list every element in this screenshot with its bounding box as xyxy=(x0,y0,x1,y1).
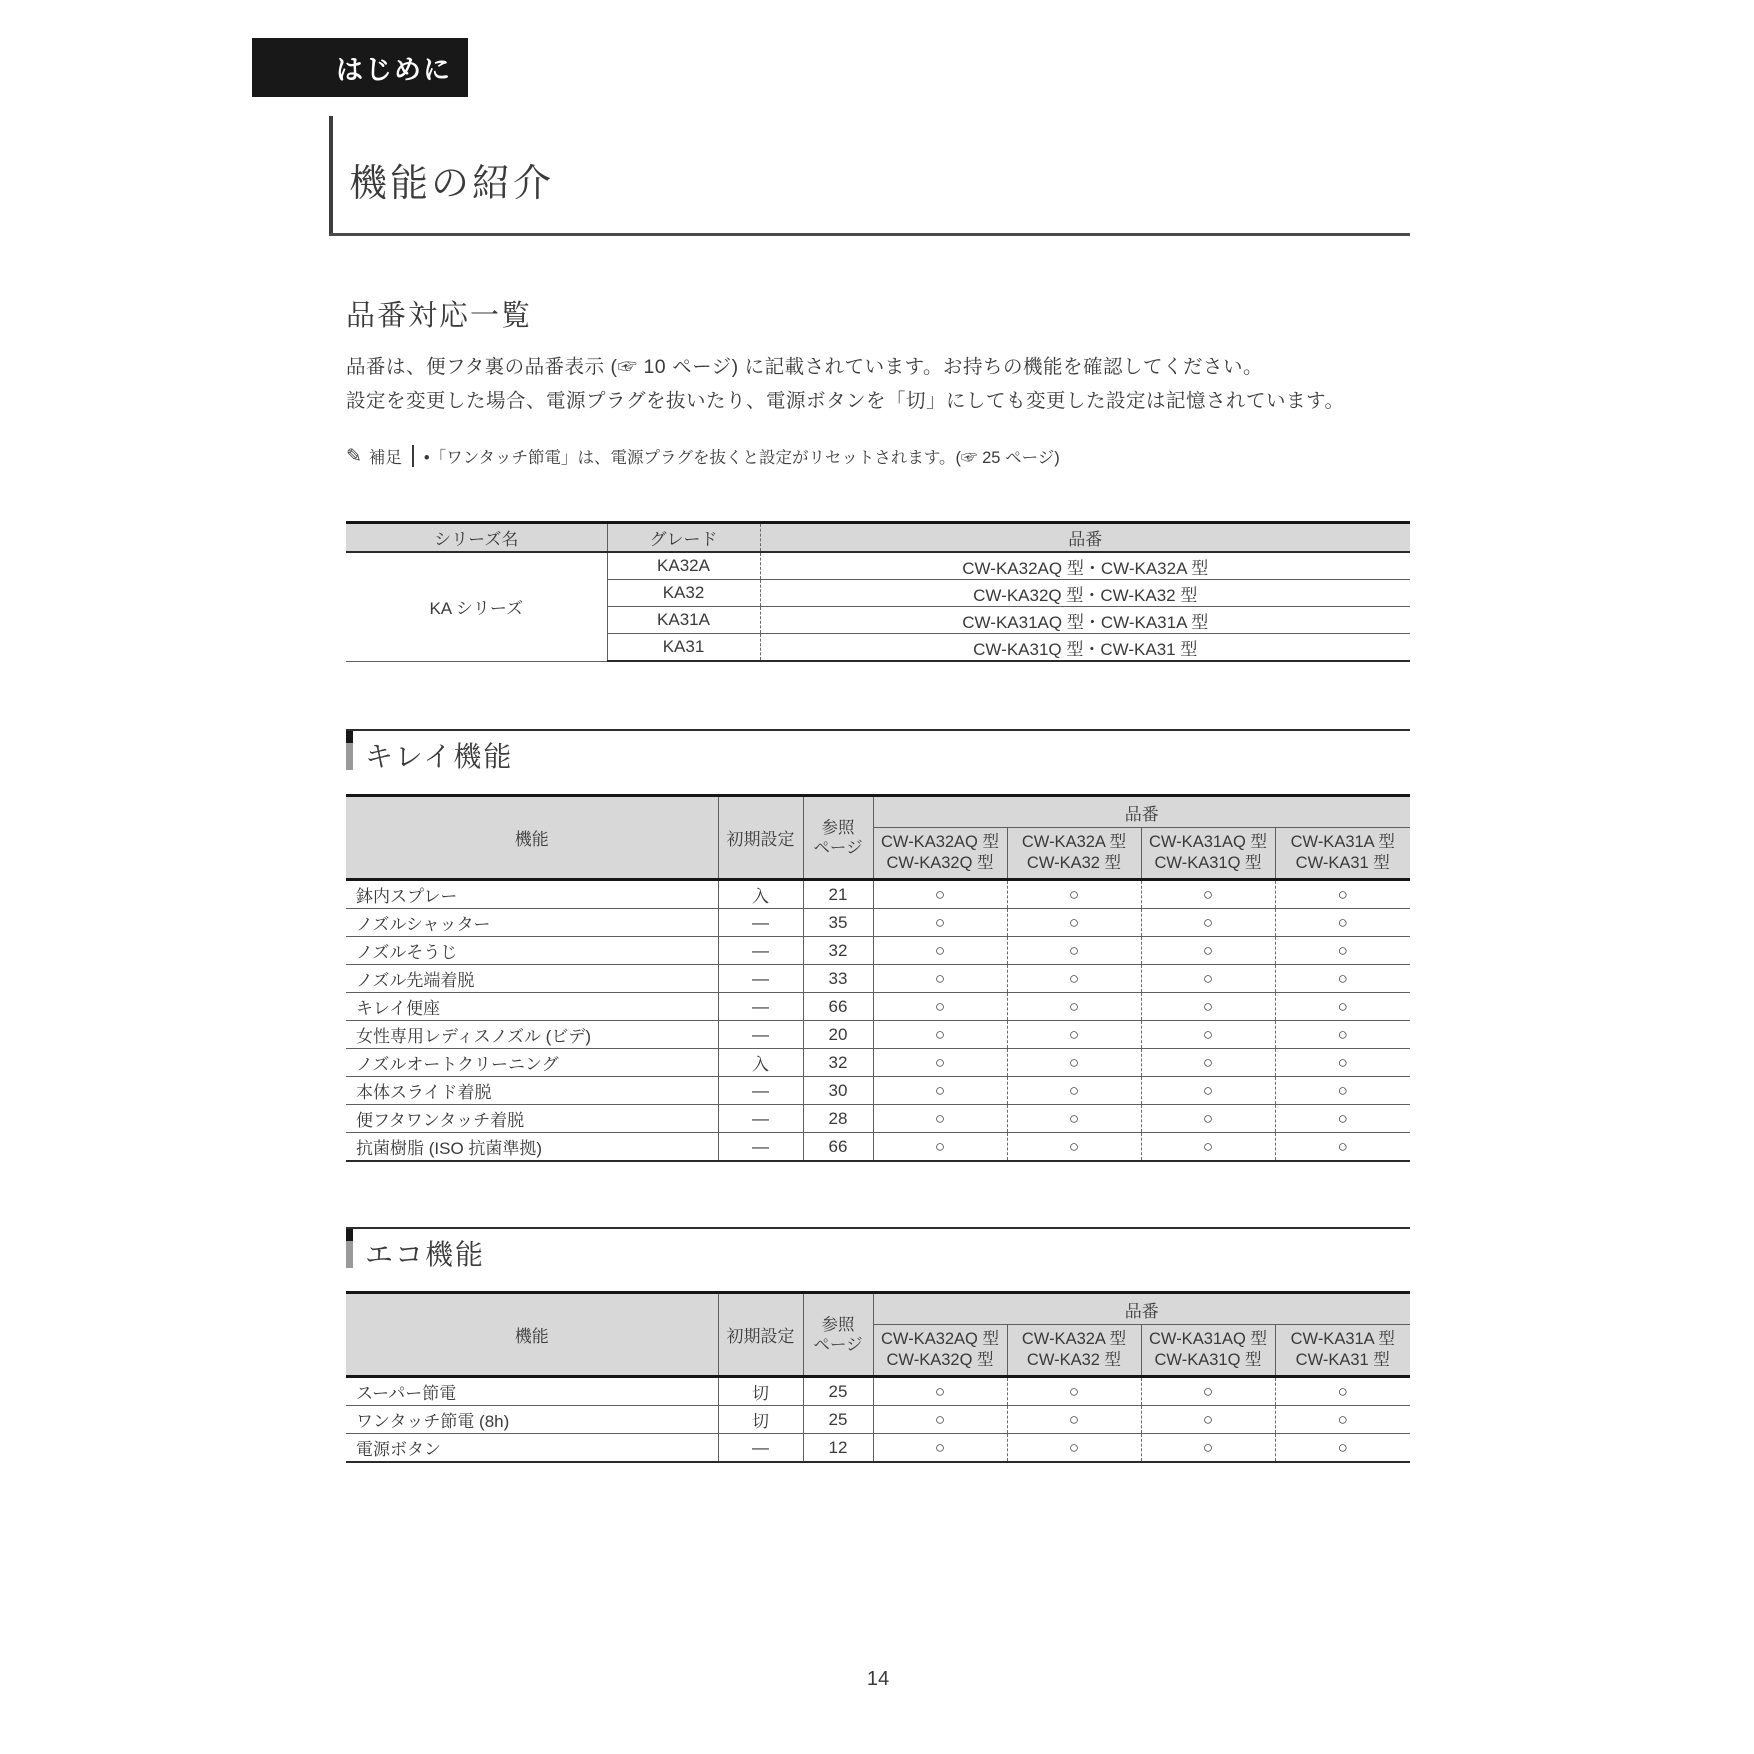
section-eco-heading-block xyxy=(346,1227,1410,1273)
function-cell: キレイ便座 xyxy=(346,993,718,1021)
column-header-model-1: CW-KA32AQ 型 CW-KA32Q 型 xyxy=(873,1325,1007,1377)
table-row xyxy=(346,937,1410,965)
page-cell: 30 xyxy=(803,1077,873,1105)
function-cell: 抗菌樹脂 (ISO 抗菌準拠) xyxy=(346,1133,718,1162)
support-mark: ○ xyxy=(1141,1077,1275,1105)
section-corner-mark xyxy=(346,1229,353,1241)
section-kirei-heading-block xyxy=(346,729,1410,775)
column-header-series: シリーズ名 xyxy=(346,523,607,553)
grade-cell: KA31A xyxy=(607,607,760,634)
grade-cell: KA32A xyxy=(607,552,760,580)
function-cell: ノズルオートクリーニング xyxy=(346,1049,718,1077)
support-mark: ○ xyxy=(873,1049,1007,1077)
table-row xyxy=(346,1105,1410,1133)
default-cell: ― xyxy=(718,1105,803,1133)
support-mark: ○ xyxy=(1007,1105,1141,1133)
supplement-note-label: 補足 xyxy=(368,449,402,467)
function-cell: ワンタッチ節電 (8h) xyxy=(346,1406,718,1434)
models-cell: CW-KA32Q 型・CW-KA32 型 xyxy=(760,580,1410,607)
support-mark: ○ xyxy=(1141,1406,1275,1434)
support-mark: ○ xyxy=(1141,965,1275,993)
default-cell: ― xyxy=(718,993,803,1021)
support-mark: ○ xyxy=(1141,1133,1275,1162)
column-header-model-2: CW-KA32A 型 CW-KA32 型 xyxy=(1007,1325,1141,1377)
support-mark: ○ xyxy=(1007,1077,1141,1105)
page-cell: 32 xyxy=(803,1049,873,1077)
default-cell: ― xyxy=(718,1021,803,1049)
section-corner-mark xyxy=(346,731,353,743)
note-divider xyxy=(412,445,414,467)
support-mark: ○ xyxy=(873,1133,1007,1162)
page-number: 14 xyxy=(866,1668,890,1690)
support-mark: ○ xyxy=(1007,993,1141,1021)
table-row xyxy=(346,1406,1410,1434)
page-cell: 25 xyxy=(803,1406,873,1434)
support-mark: ○ xyxy=(1141,1049,1275,1077)
function-cell: 本体スライド着脱 xyxy=(346,1077,718,1105)
table-row xyxy=(346,993,1410,1021)
support-mark: ○ xyxy=(1141,937,1275,965)
section-heading-model-list: 品番対応一覧 xyxy=(346,300,533,332)
support-mark: ○ xyxy=(1007,1021,1141,1049)
table-row xyxy=(346,1133,1410,1162)
models-cell: CW-KA32AQ 型・CW-KA32A 型 xyxy=(760,552,1410,580)
support-mark: ○ xyxy=(1275,909,1410,937)
column-header-function: 機能 xyxy=(346,796,718,880)
supplement-note xyxy=(346,443,1060,469)
page-cell: 28 xyxy=(803,1105,873,1133)
table-row xyxy=(346,1021,1410,1049)
support-mark: ○ xyxy=(873,1406,1007,1434)
column-header-model-1: CW-KA32AQ 型 CW-KA32Q 型 xyxy=(873,828,1007,880)
support-mark: ○ xyxy=(873,1377,1007,1406)
column-header-default: 初期設定 xyxy=(718,796,803,880)
pencil-icon: ✎ xyxy=(346,445,362,467)
models-cell: CW-KA31AQ 型・CW-KA31A 型 xyxy=(760,607,1410,634)
support-mark: ○ xyxy=(873,1434,1007,1463)
page-cell: 25 xyxy=(803,1377,873,1406)
page-cell: 32 xyxy=(803,937,873,965)
default-cell: ― xyxy=(718,1077,803,1105)
table-row xyxy=(346,909,1410,937)
column-header-page: 参照 ページ xyxy=(803,1293,873,1377)
support-mark: ○ xyxy=(1275,965,1410,993)
default-cell: 切 xyxy=(718,1377,803,1406)
support-mark: ○ xyxy=(1007,880,1141,909)
table-row xyxy=(346,965,1410,993)
function-cell: 鉢内スプレー xyxy=(346,880,718,909)
support-mark: ○ xyxy=(1141,880,1275,909)
support-mark: ○ xyxy=(1141,1434,1275,1463)
support-mark: ○ xyxy=(873,1105,1007,1133)
support-mark: ○ xyxy=(1007,1406,1141,1434)
table-row xyxy=(346,1049,1410,1077)
table-row xyxy=(346,1377,1410,1406)
support-mark: ○ xyxy=(1141,1377,1275,1406)
section-left-bar xyxy=(346,743,353,770)
support-mark: ○ xyxy=(1275,937,1410,965)
function-cell: 電源ボタン xyxy=(346,1434,718,1463)
column-header-default: 初期設定 xyxy=(718,1293,803,1377)
support-mark: ○ xyxy=(1141,1105,1275,1133)
column-group-header-models: 品番 xyxy=(873,796,1410,828)
function-cell: スーパー節電 xyxy=(346,1377,718,1406)
grade-cell: KA32 xyxy=(607,580,760,607)
column-header-model-4: CW-KA31A 型 CW-KA31 型 xyxy=(1275,1325,1410,1377)
support-mark: ○ xyxy=(873,937,1007,965)
support-mark: ○ xyxy=(1007,1133,1141,1162)
page-title: 機能の紹介 xyxy=(349,163,555,205)
support-mark: ○ xyxy=(1007,937,1141,965)
default-cell: 入 xyxy=(718,1049,803,1077)
table-row xyxy=(346,880,1410,909)
function-cell: ノズルシャッター xyxy=(346,909,718,937)
model-table-header xyxy=(346,523,1410,553)
support-mark: ○ xyxy=(1007,965,1141,993)
support-mark: ○ xyxy=(1141,909,1275,937)
default-cell: ― xyxy=(718,1434,803,1463)
default-cell: ― xyxy=(718,1133,803,1162)
column-header-model-3: CW-KA31AQ 型 CW-KA31Q 型 xyxy=(1141,1325,1275,1377)
page-cell: 35 xyxy=(803,909,873,937)
supplement-note-text: •「ワンタッチ節電」は、電源プラグを抜くと設定がリセットされます。(☞ 25 ページ) xyxy=(423,449,1060,467)
function-cell: ノズルそうじ xyxy=(346,937,718,965)
chapter-tab-label: はじめに xyxy=(336,55,452,85)
intro-line-1: 品番は、便フタ裏の品番表示 (☞ 10 ページ) に記載されています。お持ちの機能を確認してください。 xyxy=(346,356,1264,378)
page-cell: 21 xyxy=(803,880,873,909)
support-mark: ○ xyxy=(1275,1377,1410,1406)
chapter-tab xyxy=(252,38,468,97)
function-cell: 便フタワンタッチ着脱 xyxy=(346,1105,718,1133)
support-mark: ○ xyxy=(1275,1049,1410,1077)
series-name-cell: KA シリーズ xyxy=(346,552,607,661)
models-cell: CW-KA31Q 型・CW-KA31 型 xyxy=(760,634,1410,662)
default-cell: ― xyxy=(718,909,803,937)
support-mark: ○ xyxy=(1007,1434,1141,1463)
support-mark: ○ xyxy=(873,909,1007,937)
eco-table-header xyxy=(346,1293,1410,1377)
support-mark: ○ xyxy=(1007,1377,1141,1406)
support-mark: ○ xyxy=(1007,1049,1141,1077)
support-mark: ○ xyxy=(1275,1105,1410,1133)
page-cell: 12 xyxy=(803,1434,873,1463)
section-left-bar xyxy=(346,1241,353,1268)
grade-cell: KA31 xyxy=(607,634,760,662)
section-heading-kirei: キレイ機能 xyxy=(365,741,514,772)
table-row xyxy=(346,1077,1410,1105)
function-cell: ノズル先端着脱 xyxy=(346,965,718,993)
section-heading-eco: エコ機能 xyxy=(365,1239,486,1270)
column-header-model-3: CW-KA31AQ 型 CW-KA31Q 型 xyxy=(1141,828,1275,880)
support-mark: ○ xyxy=(1275,880,1410,909)
title-left-bar xyxy=(329,116,333,234)
support-mark: ○ xyxy=(1275,1021,1410,1049)
column-header-page: 参照 ページ xyxy=(803,796,873,880)
table-row xyxy=(346,552,1410,580)
intro-line-2: 設定を変更した場合、電源プラグを抜いたり、電源ボタンを「切」にしても変更した設定は記憶されています。 xyxy=(346,390,1345,412)
support-mark: ○ xyxy=(1275,1133,1410,1162)
support-mark: ○ xyxy=(873,1077,1007,1105)
column-header-model-4: CW-KA31A 型 CW-KA31 型 xyxy=(1275,828,1410,880)
column-header-model-2: CW-KA32A 型 CW-KA32 型 xyxy=(1007,828,1141,880)
page-cell: 33 xyxy=(803,965,873,993)
support-mark: ○ xyxy=(1141,993,1275,1021)
page-cell: 66 xyxy=(803,993,873,1021)
column-group-header-models: 品番 xyxy=(873,1293,1410,1325)
eco-function-table xyxy=(346,1291,1410,1463)
kirei-table-header xyxy=(346,796,1410,880)
title-underline xyxy=(329,233,1410,236)
support-mark: ○ xyxy=(1275,1406,1410,1434)
support-mark: ○ xyxy=(873,993,1007,1021)
default-cell: ― xyxy=(718,965,803,993)
support-mark: ○ xyxy=(873,965,1007,993)
support-mark: ○ xyxy=(873,880,1007,909)
support-mark: ○ xyxy=(873,1021,1007,1049)
page-cell: 66 xyxy=(803,1133,873,1162)
support-mark: ○ xyxy=(1007,909,1141,937)
support-mark: ○ xyxy=(1141,1021,1275,1049)
page-cell: 20 xyxy=(803,1021,873,1049)
kirei-function-table xyxy=(346,794,1410,1162)
default-cell: ― xyxy=(718,937,803,965)
model-number-table xyxy=(346,521,1410,662)
table-row xyxy=(346,1434,1410,1463)
default-cell: 切 xyxy=(718,1406,803,1434)
intro-paragraph xyxy=(346,350,1344,418)
column-header-function: 機能 xyxy=(346,1293,718,1377)
function-cell: 女性専用レディスノズル (ビデ) xyxy=(346,1021,718,1049)
support-mark: ○ xyxy=(1275,1434,1410,1463)
default-cell: 入 xyxy=(718,880,803,909)
support-mark: ○ xyxy=(1275,1077,1410,1105)
support-mark: ○ xyxy=(1275,993,1410,1021)
column-header-models: 品番 xyxy=(760,523,1410,553)
column-header-grade: グレード xyxy=(607,523,760,553)
